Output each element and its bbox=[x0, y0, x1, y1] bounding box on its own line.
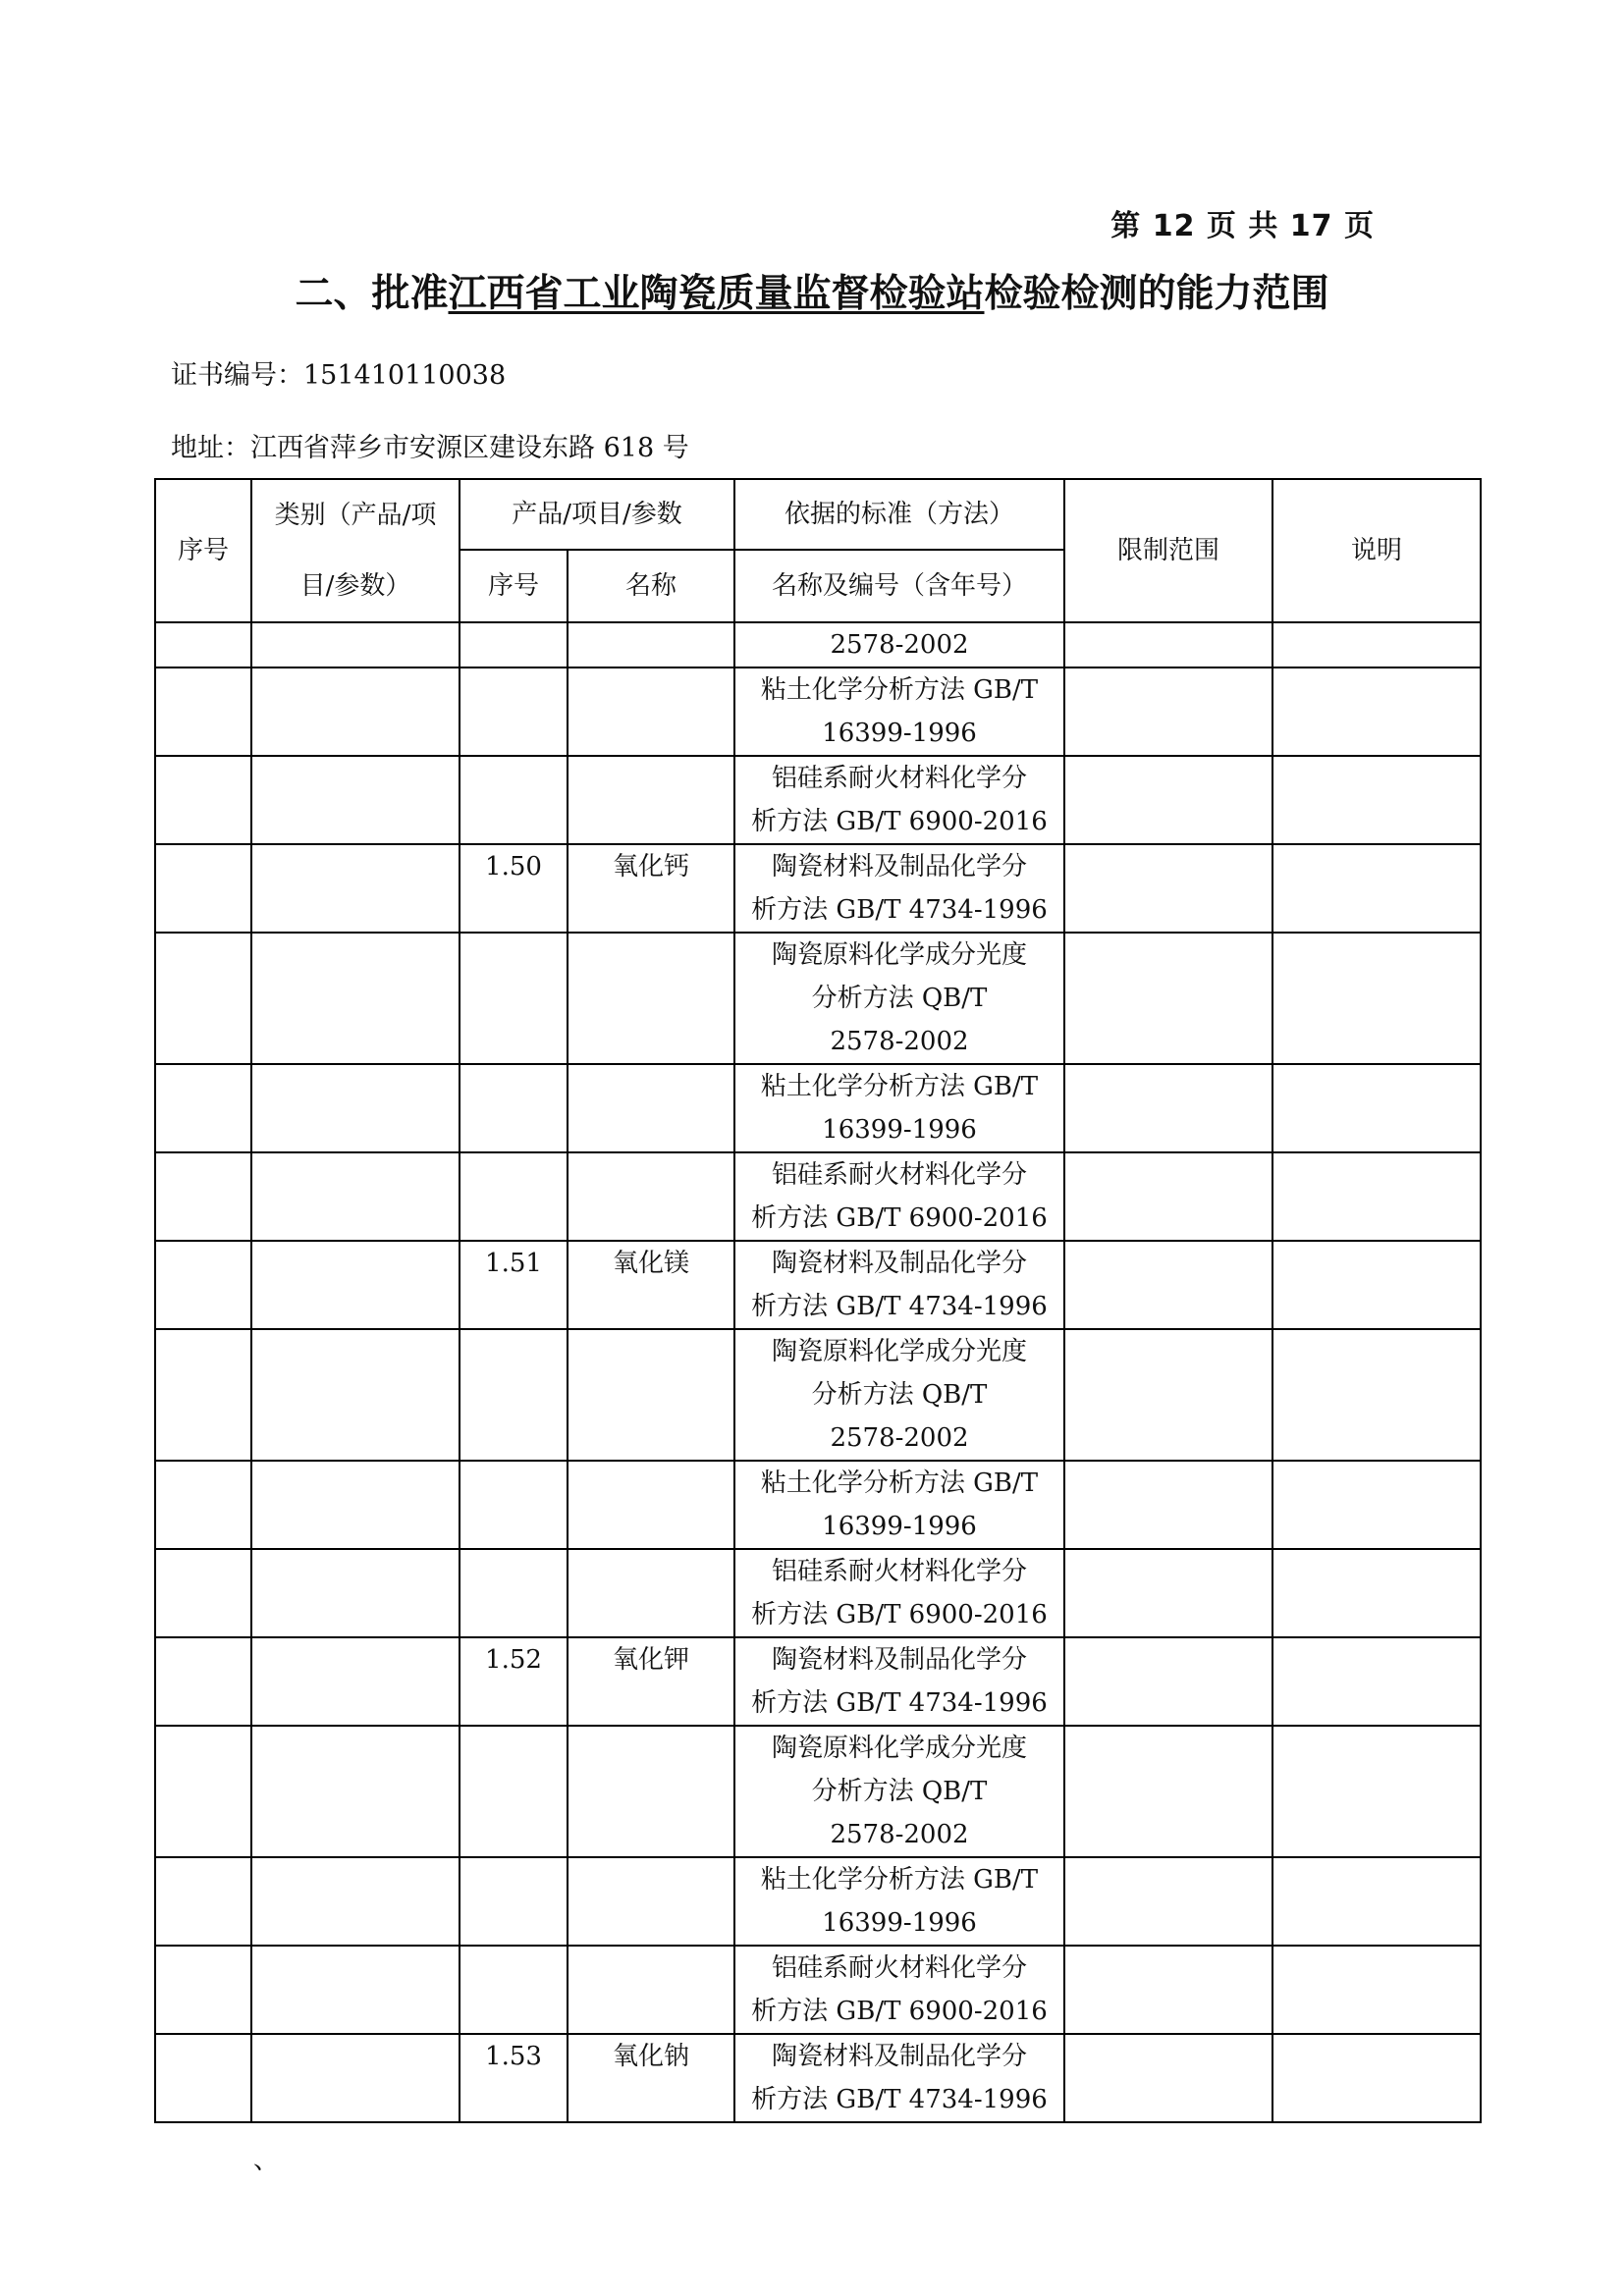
table-header bbox=[155, 479, 1481, 622]
row-category-cell bbox=[251, 756, 460, 844]
row-limit-cell bbox=[1064, 622, 1272, 667]
row-standard-cell: 粘土化学分析方法 GB/T 16399-1996 bbox=[734, 1857, 1064, 1946]
row-seq-cell bbox=[155, 1946, 251, 2034]
row-product-seq-cell bbox=[460, 1461, 568, 1549]
row-seq-cell bbox=[155, 844, 251, 933]
table-row bbox=[155, 844, 1481, 933]
table-row bbox=[155, 933, 1481, 1064]
table-row bbox=[155, 1241, 1481, 1329]
row-category-cell bbox=[251, 2034, 460, 2122]
row-standard-cell: 陶瓷材料及制品化学分 析方法 GB/T 4734-1996 bbox=[734, 2034, 1064, 2122]
row-limit-cell bbox=[1064, 2034, 1272, 2122]
row-seq-cell bbox=[155, 933, 251, 1064]
row-standard-cell: 铝硅系耐火材料化学分 析方法 GB/T 6900-2016 bbox=[734, 756, 1064, 844]
row-seq-cell bbox=[155, 622, 251, 667]
row-product-name-cell bbox=[568, 1726, 734, 1857]
row-note-cell bbox=[1272, 1946, 1481, 2034]
row-product-name-cell: 氧化钾 bbox=[568, 1637, 734, 1726]
row-category-cell bbox=[251, 667, 460, 756]
table-row bbox=[155, 756, 1481, 844]
table-row bbox=[155, 1461, 1481, 1549]
row-seq-cell bbox=[155, 1064, 251, 1152]
row-standard-cell: 粘土化学分析方法 GB/T 16399-1996 bbox=[734, 1064, 1064, 1152]
row-limit-cell bbox=[1064, 1064, 1272, 1152]
row-note-cell bbox=[1272, 1329, 1481, 1461]
row-category-cell bbox=[251, 1549, 460, 1637]
header-product: 产品/项目/参数 bbox=[460, 479, 734, 550]
row-category-cell bbox=[251, 933, 460, 1064]
row-seq-cell bbox=[155, 1549, 251, 1637]
title-organization: 江西省工业陶瓷质量监督检验站 bbox=[448, 272, 985, 316]
row-note-cell bbox=[1272, 1064, 1481, 1152]
row-product-seq-cell bbox=[460, 1946, 568, 2034]
row-product-name-cell bbox=[568, 1946, 734, 2034]
row-note-cell bbox=[1272, 1152, 1481, 1241]
table-row bbox=[155, 1152, 1481, 1241]
header-note: 说明 bbox=[1272, 479, 1481, 622]
header-category: 类别（产品/项目/参数） bbox=[251, 479, 460, 622]
row-limit-cell bbox=[1064, 756, 1272, 844]
row-limit-cell bbox=[1064, 1946, 1272, 2034]
header-product-name: 名称 bbox=[568, 550, 734, 622]
row-standard-cell: 陶瓷原料化学成分光度 分析方法 QB/T 2578-2002 bbox=[734, 1329, 1064, 1461]
row-product-seq-cell bbox=[460, 667, 568, 756]
row-note-cell bbox=[1272, 1461, 1481, 1549]
row-standard-cell: 铝硅系耐火材料化学分 析方法 GB/T 6900-2016 bbox=[734, 1152, 1064, 1241]
row-standard-cell: 陶瓷原料化学成分光度 分析方法 QB/T 2578-2002 bbox=[734, 1726, 1064, 1857]
row-category-cell bbox=[251, 622, 460, 667]
footer-mark: 、 bbox=[253, 2146, 280, 2175]
row-limit-cell bbox=[1064, 933, 1272, 1064]
row-standard-cell: 2578-2002 bbox=[734, 622, 1064, 667]
row-note-cell bbox=[1272, 1857, 1481, 1946]
row-limit-cell bbox=[1064, 1461, 1272, 1549]
page-number: 第 12 页 共 17 页 bbox=[1110, 209, 1375, 243]
row-product-seq-cell bbox=[460, 1329, 568, 1461]
title-suffix: 检验检测的能力范围 bbox=[984, 272, 1329, 316]
row-note-cell bbox=[1272, 1549, 1481, 1637]
row-seq-cell bbox=[155, 756, 251, 844]
table-row bbox=[155, 1549, 1481, 1637]
row-seq-cell bbox=[155, 1152, 251, 1241]
table-row bbox=[155, 2034, 1481, 2122]
row-product-seq-cell bbox=[460, 756, 568, 844]
row-standard-cell: 粘土化学分析方法 GB/T 16399-1996 bbox=[734, 667, 1064, 756]
header-standard-top: 依据的标准（方法） bbox=[734, 479, 1064, 550]
row-product-name-cell bbox=[568, 1857, 734, 1946]
row-category-cell bbox=[251, 1461, 460, 1549]
row-product-seq-cell: 1.52 bbox=[460, 1637, 568, 1726]
row-seq-cell bbox=[155, 1637, 251, 1726]
row-category-cell bbox=[251, 1726, 460, 1857]
row-standard-cell: 陶瓷材料及制品化学分 析方法 GB/T 4734-1996 bbox=[734, 1637, 1064, 1726]
table-row bbox=[155, 1637, 1481, 1726]
row-seq-cell bbox=[155, 1461, 251, 1549]
row-product-name-cell: 氧化钠 bbox=[568, 2034, 734, 2122]
row-note-cell bbox=[1272, 933, 1481, 1064]
row-product-seq-cell bbox=[460, 933, 568, 1064]
row-limit-cell bbox=[1064, 1637, 1272, 1726]
row-standard-cell: 陶瓷原料化学成分光度 分析方法 QB/T 2578-2002 bbox=[734, 933, 1064, 1064]
row-standard-cell: 铝硅系耐火材料化学分 析方法 GB/T 6900-2016 bbox=[734, 1549, 1064, 1637]
row-product-name-cell bbox=[568, 1461, 734, 1549]
table-row bbox=[155, 667, 1481, 756]
header-product-seq: 序号 bbox=[460, 550, 568, 622]
table-body bbox=[155, 622, 1481, 2122]
row-standard-cell: 陶瓷材料及制品化学分 析方法 GB/T 4734-1996 bbox=[734, 1241, 1064, 1329]
page-title bbox=[118, 263, 1506, 318]
row-limit-cell bbox=[1064, 844, 1272, 933]
row-product-name-cell bbox=[568, 1152, 734, 1241]
row-product-seq-cell bbox=[460, 1064, 568, 1152]
row-limit-cell bbox=[1064, 1549, 1272, 1637]
row-product-name-cell: 氧化钙 bbox=[568, 844, 734, 933]
row-product-seq-cell bbox=[460, 622, 568, 667]
row-seq-cell bbox=[155, 1857, 251, 1946]
row-standard-cell: 铝硅系耐火材料化学分 析方法 GB/T 6900-2016 bbox=[734, 1946, 1064, 2034]
row-product-name-cell: 氧化镁 bbox=[568, 1241, 734, 1329]
row-product-seq-cell bbox=[460, 1549, 568, 1637]
row-seq-cell bbox=[155, 1726, 251, 1857]
row-product-seq-cell: 1.51 bbox=[460, 1241, 568, 1329]
row-category-cell bbox=[251, 1241, 460, 1329]
row-product-name-cell bbox=[568, 1549, 734, 1637]
row-category-cell bbox=[251, 1946, 460, 2034]
row-category-cell bbox=[251, 1637, 460, 1726]
table-row bbox=[155, 1064, 1481, 1152]
row-product-name-cell bbox=[568, 622, 734, 667]
row-category-cell bbox=[251, 844, 460, 933]
row-category-cell bbox=[251, 1857, 460, 1946]
row-note-cell bbox=[1272, 1241, 1481, 1329]
row-note-cell bbox=[1272, 622, 1481, 667]
row-standard-cell: 陶瓷材料及制品化学分 析方法 GB/T 4734-1996 bbox=[734, 844, 1064, 933]
table-row bbox=[155, 1329, 1481, 1461]
row-product-seq-cell: 1.50 bbox=[460, 844, 568, 933]
row-note-cell bbox=[1272, 756, 1481, 844]
table-row bbox=[155, 622, 1481, 667]
address: 地址：江西省萍乡市安源区建设东路 618 号 bbox=[171, 433, 689, 463]
row-product-name-cell bbox=[568, 667, 734, 756]
row-product-seq-cell bbox=[460, 1152, 568, 1241]
row-note-cell bbox=[1272, 2034, 1481, 2122]
row-product-name-cell bbox=[568, 1329, 734, 1461]
row-seq-cell bbox=[155, 1329, 251, 1461]
row-seq-cell bbox=[155, 667, 251, 756]
row-category-cell bbox=[251, 1329, 460, 1461]
row-limit-cell bbox=[1064, 1726, 1272, 1857]
row-product-seq-cell: 1.53 bbox=[460, 2034, 568, 2122]
row-standard-cell: 粘土化学分析方法 GB/T 16399-1996 bbox=[734, 1461, 1064, 1549]
row-limit-cell bbox=[1064, 1857, 1272, 1946]
row-category-cell bbox=[251, 1152, 460, 1241]
row-seq-cell bbox=[155, 2034, 251, 2122]
table-row bbox=[155, 1857, 1481, 1946]
row-limit-cell bbox=[1064, 1241, 1272, 1329]
row-product-seq-cell bbox=[460, 1857, 568, 1946]
row-category-cell bbox=[251, 1064, 460, 1152]
header-seq: 序号 bbox=[155, 479, 251, 622]
title-prefix: 二、批准 bbox=[295, 272, 449, 316]
row-product-name-cell bbox=[568, 1064, 734, 1152]
header-standard-bottom: 名称及编号（含年号） bbox=[734, 550, 1064, 622]
row-product-name-cell bbox=[568, 756, 734, 844]
table-row bbox=[155, 1726, 1481, 1857]
row-limit-cell bbox=[1064, 667, 1272, 756]
row-product-name-cell bbox=[568, 933, 734, 1064]
row-note-cell bbox=[1272, 1726, 1481, 1857]
row-limit-cell bbox=[1064, 1152, 1272, 1241]
certificate-number: 证书编号：151410110038 bbox=[171, 360, 507, 391]
row-note-cell bbox=[1272, 667, 1481, 756]
table-row bbox=[155, 1946, 1481, 2034]
capability-table bbox=[154, 478, 1482, 2123]
header-limit: 限制范围 bbox=[1064, 479, 1272, 622]
row-note-cell bbox=[1272, 1637, 1481, 1726]
row-limit-cell bbox=[1064, 1329, 1272, 1461]
row-note-cell bbox=[1272, 844, 1481, 933]
row-product-seq-cell bbox=[460, 1726, 568, 1857]
row-seq-cell bbox=[155, 1241, 251, 1329]
